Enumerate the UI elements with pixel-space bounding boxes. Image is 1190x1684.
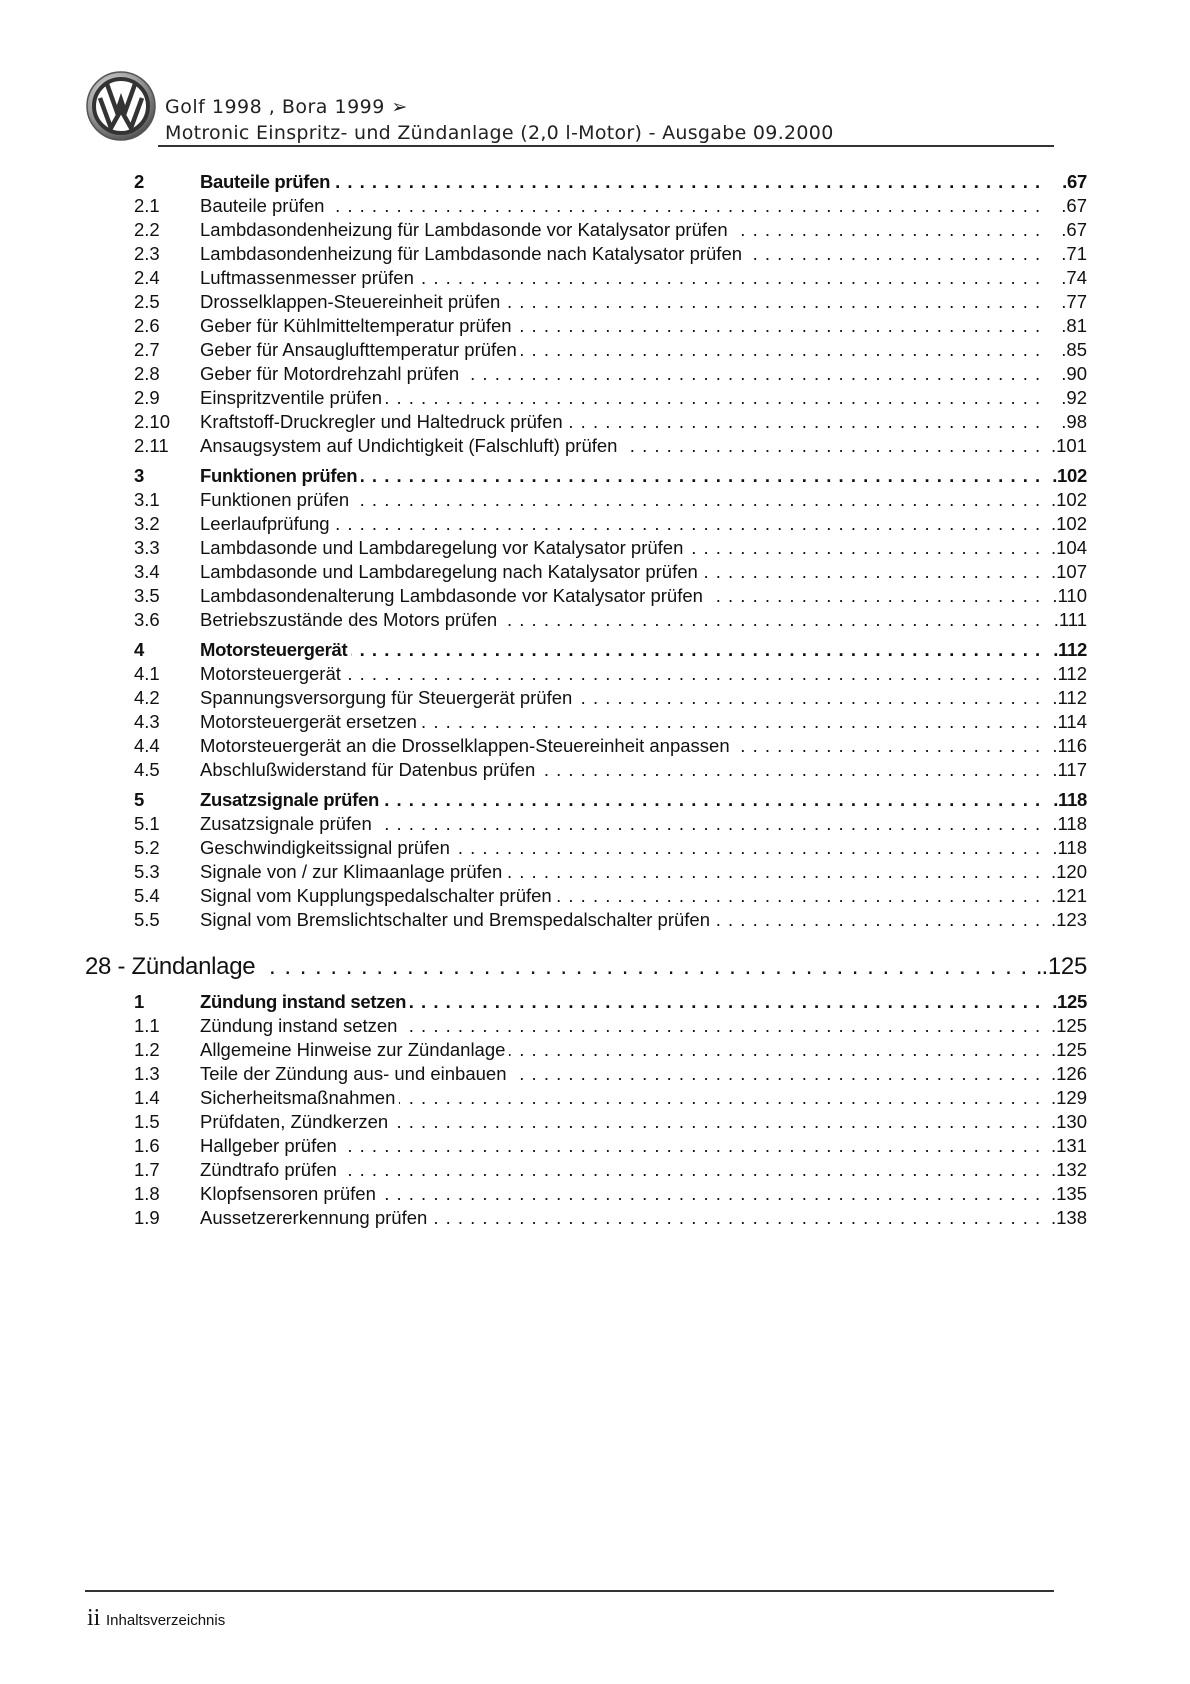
toc-entry-leader xyxy=(200,662,1045,686)
toc-section-entry[interactable] xyxy=(0,290,1190,314)
toc-entry-page: .67 xyxy=(1061,219,1087,240)
toc-entry-page: .107 xyxy=(1050,561,1087,582)
toc-entry-page: .112 xyxy=(1052,663,1087,684)
toc-entry-leader xyxy=(200,290,1045,314)
toc-entry-title: Motorsteuergerät xyxy=(200,663,345,684)
toc-entry-leader xyxy=(200,242,1045,266)
toc-entry-leader xyxy=(200,386,1045,410)
toc-section-entry[interactable] xyxy=(0,386,1190,410)
toc-entry-leader xyxy=(200,990,1045,1014)
toc-entry-number: 1.6 xyxy=(134,1135,160,1156)
toc-entry-leader xyxy=(200,194,1045,218)
toc-section-entry[interactable] xyxy=(0,338,1190,362)
toc-entry-title: Geber für Kühlmitteltemperatur prüfen xyxy=(200,315,516,336)
toc-entry-page: .126 xyxy=(1050,1063,1087,1084)
toc-section-entry[interactable] xyxy=(0,1014,1190,1038)
toc-chapter-entry[interactable] xyxy=(0,638,1190,662)
toc-entry-title: Prüfdaten, Zündkerzen xyxy=(200,1111,392,1132)
toc-group-heading[interactable] xyxy=(0,950,1190,984)
toc-section-entry[interactable] xyxy=(0,836,1190,860)
toc-entry-number: 4.3 xyxy=(134,711,160,732)
toc-entry-title: Signale von / zur Klimaanlage prüfen xyxy=(200,861,506,882)
toc-entry-page: .111 xyxy=(1053,609,1087,630)
toc-entry-title: Bauteile prüfen xyxy=(200,171,334,192)
toc-entry-leader xyxy=(200,584,1045,608)
toc-entry-number: 3.1 xyxy=(134,489,160,510)
toc-section-entry[interactable] xyxy=(0,860,1190,884)
toc-entry-number: 4 xyxy=(134,639,144,660)
toc-entry-page: .120 xyxy=(1050,861,1087,882)
toc-entry-leader xyxy=(200,1182,1045,1206)
toc-section-entry[interactable] xyxy=(0,1134,1190,1158)
toc-entry-number: 1.3 xyxy=(134,1063,160,1084)
toc-entry-title: Luftmassenmesser prüfen xyxy=(200,267,418,288)
toc-entry-page: .125 xyxy=(1050,1015,1087,1036)
toc-entry-page: .67 xyxy=(1062,171,1087,192)
toc-entry-page: .102 xyxy=(1052,465,1087,486)
toc-entry-page: .81 xyxy=(1061,315,1087,336)
toc-entry-title: Drosselklappen-Steuereinheit prüfen xyxy=(200,291,504,312)
toc-entry-page: .102 xyxy=(1050,489,1087,510)
toc-entry-number: 2.4 xyxy=(134,267,160,288)
toc-section-entry[interactable] xyxy=(0,314,1190,338)
toc-entry-leader xyxy=(200,758,1045,782)
toc-entry-title: Klopfsensoren prüfen xyxy=(200,1183,380,1204)
toc-entry-leader xyxy=(200,362,1045,386)
toc-entry-number: 4.4 xyxy=(134,735,160,756)
document-title: Golf 1998 , Bora 1999 ➢ xyxy=(165,96,408,118)
toc-entry-page: .118 xyxy=(1052,837,1087,858)
toc-entry-title: Ansaugsystem auf Undichtigkeit (Falschluft) prüfen xyxy=(200,435,621,456)
toc-entry-leader xyxy=(200,1158,1045,1182)
toc-section-entry[interactable] xyxy=(0,884,1190,908)
toc-entry-leader xyxy=(200,884,1045,908)
toc-entry-page: .71 xyxy=(1061,243,1087,264)
toc-entry-number: 2.3 xyxy=(134,243,160,264)
footer-page-number: ii xyxy=(87,1605,101,1631)
toc-entry-page: .74 xyxy=(1061,267,1087,288)
toc-entry-page: .104 xyxy=(1050,537,1087,558)
toc-entry-title: Geber für Ansauglufttemperatur prüfen xyxy=(200,339,521,360)
toc-entry-title: Teile der Zündung aus- und einbauen xyxy=(200,1063,511,1084)
toc-section-entry[interactable] xyxy=(0,1158,1190,1182)
toc-section-entry[interactable] xyxy=(0,362,1190,386)
toc-entry-number: 3 xyxy=(134,465,144,486)
toc-entry-title: Spannungsversorgung für Steuergerät prüfen xyxy=(200,687,576,708)
toc-entry-title: Signal vom Bremslichtschalter und Bremspedalschalter prüfen xyxy=(200,909,714,930)
toc-entry-page: .118 xyxy=(1053,789,1087,810)
toc-entry-title: Zündung instand setzen xyxy=(200,991,410,1012)
toc-entry-page: .132 xyxy=(1050,1159,1087,1180)
toc-entry-number: 1.8 xyxy=(134,1183,160,1204)
toc-entry-leader xyxy=(200,338,1045,362)
toc-entry-number: 5.1 xyxy=(134,813,160,834)
toc-entry-page: .112 xyxy=(1052,687,1087,708)
toc-entry-title: Motorsteuergerät xyxy=(200,639,351,660)
toc-section-entry[interactable] xyxy=(0,512,1190,536)
toc-entry-title: Funktionen prüfen xyxy=(200,489,353,510)
toc-entry-page: .118 xyxy=(1052,813,1087,834)
toc-entry-leader xyxy=(200,512,1045,536)
toc-entry-page: .130 xyxy=(1050,1111,1087,1132)
toc-entry-leader xyxy=(200,908,1045,932)
toc-entry-title: Zündtrafo prüfen xyxy=(200,1159,341,1180)
vw-logo-icon xyxy=(85,70,157,142)
toc-section-entry[interactable] xyxy=(0,266,1190,290)
toc-entry-page: .129 xyxy=(1050,1087,1087,1108)
toc-entry-number: 2 xyxy=(134,171,144,192)
toc-entry-title: Leerlaufprüfung xyxy=(200,513,334,534)
footer-divider xyxy=(85,1590,1054,1592)
toc-entry-title: Zündung instand setzen xyxy=(200,1015,401,1036)
toc-section-entry[interactable] xyxy=(0,488,1190,512)
toc-entry-number: 2.2 xyxy=(134,219,160,240)
toc-entry-number: 1.1 xyxy=(134,1015,160,1036)
toc-entry-leader xyxy=(200,860,1045,884)
toc-entry-leader xyxy=(200,638,1045,662)
toc-entry-page: .112 xyxy=(1053,639,1087,660)
toc-entry-leader xyxy=(200,560,1045,584)
toc-entry-number: 2.9 xyxy=(134,387,160,408)
toc-entry-title: Aussetzererkennung prüfen xyxy=(200,1207,431,1228)
toc-entry-number: 1.9 xyxy=(134,1207,160,1228)
toc-entry-number: 4.5 xyxy=(134,759,160,780)
toc-entry-page: .123 xyxy=(1050,909,1087,930)
toc-section-entry[interactable] xyxy=(0,1062,1190,1086)
toc-section-entry[interactable] xyxy=(0,560,1190,584)
toc-section-entry[interactable] xyxy=(0,1038,1190,1062)
toc-entry-leader xyxy=(200,608,1045,632)
toc-entry-title: Geschwindigkeitssignal prüfen xyxy=(200,837,454,858)
toc-entry-number: 2.8 xyxy=(134,363,160,384)
toc-entry-page: .125 xyxy=(1041,953,1087,980)
toc-entry-title: Zusatzsignale prüfen xyxy=(200,789,383,810)
toc-entry-title: Geber für Motordrehzahl prüfen xyxy=(200,363,463,384)
footer-section-label: Inhaltsverzeichnis xyxy=(106,1612,226,1629)
toc-entry-title: Motorsteuergerät an die Drosselklappen-Steuereinheit anpassen xyxy=(200,735,734,756)
toc-entry-number: 3.3 xyxy=(134,537,160,558)
toc-section-entry[interactable] xyxy=(0,908,1190,932)
toc-chapter-entry[interactable] xyxy=(0,788,1190,812)
toc-entry-number: 3.2 xyxy=(134,513,160,534)
toc-entry-number: 1.7 xyxy=(134,1159,160,1180)
toc-entry-page: .102 xyxy=(1050,513,1087,534)
toc-entry-page: .110 xyxy=(1052,585,1087,606)
toc-entry-title: 28 - Zündanlage xyxy=(85,953,259,980)
toc-entry-number: 4.2 xyxy=(134,687,160,708)
toc-entry-number: 5.5 xyxy=(134,909,160,930)
toc-section-entry[interactable] xyxy=(0,1182,1190,1206)
toc-entry-page: .67 xyxy=(1061,195,1087,216)
toc-entry-number: 1.4 xyxy=(134,1087,160,1108)
toc-section-entry[interactable] xyxy=(0,242,1190,266)
toc-entry-page: .114 xyxy=(1052,711,1087,732)
toc-entry-title: Sicherheitsmaßnahmen xyxy=(200,1087,399,1108)
toc-entry-leader xyxy=(200,266,1045,290)
toc-section-entry[interactable] xyxy=(0,758,1190,782)
toc-entry-leader xyxy=(200,1014,1045,1038)
toc-entry-page: .131 xyxy=(1050,1135,1087,1156)
toc-entry-number: 2.6 xyxy=(134,315,160,336)
toc-entry-leader xyxy=(200,1062,1045,1086)
toc-entry-page: .98 xyxy=(1061,411,1087,432)
toc-section-entry[interactable] xyxy=(0,734,1190,758)
toc-entry-page: .101 xyxy=(1050,435,1087,456)
toc-entry-title: Hallgeber prüfen xyxy=(200,1135,341,1156)
toc-section-entry[interactable] xyxy=(0,710,1190,734)
header-divider xyxy=(158,145,1054,147)
toc-entry-page: .90 xyxy=(1061,363,1087,384)
toc-entry-page: .138 xyxy=(1050,1207,1087,1228)
document-subtitle: Motronic Einspritz- und Zündanlage (2,0 l-Motor) - Ausgabe 09.2000 xyxy=(165,122,834,144)
toc-entry-number: 3.5 xyxy=(134,585,160,606)
toc-section-entry[interactable] xyxy=(0,1086,1190,1110)
toc-section-entry[interactable] xyxy=(0,662,1190,686)
toc-chapter-entry[interactable] xyxy=(0,170,1190,194)
toc-section-entry[interactable] xyxy=(0,218,1190,242)
toc-entry-title: Lambdasondenheizung für Lambdasonde nach Katalysator prüfen xyxy=(200,243,746,264)
toc-entry-leader xyxy=(200,170,1045,194)
toc-entry-leader xyxy=(200,488,1045,512)
toc-entry-title: Kraftstoff-Druckregler und Haltedruck prüfen xyxy=(200,411,567,432)
toc-entry-leader xyxy=(200,1038,1045,1062)
toc-entry-title: Allgemeine Hinweise zur Zündanlage xyxy=(200,1039,509,1060)
toc-entry-title: Bauteile prüfen xyxy=(200,195,328,216)
toc-section-entry[interactable] xyxy=(0,686,1190,710)
toc-entry-number: 3.6 xyxy=(134,609,160,630)
toc-entry-leader xyxy=(200,314,1045,338)
toc-section-entry[interactable] xyxy=(0,536,1190,560)
toc-entry-leader xyxy=(200,434,1045,458)
toc-entry-leader xyxy=(200,788,1045,812)
toc-entry-leader xyxy=(200,1110,1045,1134)
toc-entry-page: .125 xyxy=(1050,1039,1087,1060)
toc-entry-leader xyxy=(85,950,1045,984)
toc-entry-leader xyxy=(200,686,1045,710)
toc-entry-title: Betriebszustände des Motors prüfen xyxy=(200,609,501,630)
toc-entry-title: Abschlußwiderstand für Datenbus prüfen xyxy=(200,759,539,780)
toc-section-entry[interactable] xyxy=(0,812,1190,836)
toc-entry-leader xyxy=(200,836,1045,860)
toc-entry-leader xyxy=(200,1134,1045,1158)
toc-entry-leader xyxy=(200,464,1045,488)
toc-entry-leader xyxy=(200,812,1045,836)
toc-section-entry[interactable] xyxy=(0,608,1190,632)
toc-entry-number: 2.5 xyxy=(134,291,160,312)
toc-entry-number: 5 xyxy=(134,789,144,810)
toc-entry-page: .117 xyxy=(1052,759,1087,780)
toc-entry-leader xyxy=(200,710,1045,734)
toc-entry-title: Lambdasondenalterung Lambdasonde vor Katalysator prüfen xyxy=(200,585,707,606)
toc-entry-number: 4.1 xyxy=(134,663,160,684)
toc-entry-title: Lambdasonde und Lambdaregelung vor Katalysator prüfen xyxy=(200,537,687,558)
toc-entry-number: 1.5 xyxy=(134,1111,160,1132)
table-of-contents xyxy=(0,170,1190,1230)
toc-entry-title: Lambdasonde und Lambdaregelung nach Katalysator prüfen xyxy=(200,561,702,582)
toc-entry-leader xyxy=(200,536,1045,560)
toc-entry-page: .135 xyxy=(1050,1183,1087,1204)
toc-entry-number: 5.2 xyxy=(134,837,160,858)
toc-entry-number: 5.4 xyxy=(134,885,160,906)
toc-section-entry[interactable] xyxy=(0,1110,1190,1134)
toc-entry-number: 3.4 xyxy=(134,561,160,582)
toc-entry-title: Motorsteuergerät ersetzen xyxy=(200,711,421,732)
toc-entry-title: Zusatzsignale prüfen xyxy=(200,813,376,834)
toc-chapter-entry[interactable] xyxy=(0,990,1190,1014)
toc-entry-title: Einspritzventile prüfen xyxy=(200,387,386,408)
toc-entry-leader xyxy=(200,410,1045,434)
toc-section-entry[interactable] xyxy=(0,434,1190,458)
toc-chapter-entry[interactable] xyxy=(0,464,1190,488)
toc-entry-leader xyxy=(200,1206,1045,1230)
toc-section-entry[interactable] xyxy=(0,194,1190,218)
toc-entry-page: .85 xyxy=(1061,339,1087,360)
toc-entry-number: 2.1 xyxy=(134,195,160,216)
toc-entry-leader xyxy=(200,734,1045,758)
toc-entry-page: .121 xyxy=(1050,885,1087,906)
toc-entry-number: 1.2 xyxy=(134,1039,160,1060)
toc-entry-page: .77 xyxy=(1061,291,1087,312)
toc-entry-page: .92 xyxy=(1061,387,1087,408)
toc-entry-leader xyxy=(200,1086,1045,1110)
toc-entry-number: 1 xyxy=(134,991,144,1012)
toc-entry-leader xyxy=(200,218,1045,242)
toc-section-entry[interactable] xyxy=(0,584,1190,608)
toc-entry-title: Signal vom Kupplungspedalschalter prüfen xyxy=(200,885,556,906)
toc-entry-number: 2.10 xyxy=(134,411,171,432)
toc-entry-title: Lambdasondenheizung für Lambdasonde vor Katalysator prüfen xyxy=(200,219,732,240)
toc-section-entry[interactable] xyxy=(0,1206,1190,1230)
toc-entry-title: Funktionen prüfen xyxy=(200,465,361,486)
toc-section-entry[interactable] xyxy=(0,410,1190,434)
toc-entry-number: 5.3 xyxy=(134,861,160,882)
toc-entry-number: 2.7 xyxy=(134,339,160,360)
toc-entry-number: 2.11 xyxy=(134,435,169,456)
toc-entry-page: .116 xyxy=(1052,735,1087,756)
toc-entry-page: .125 xyxy=(1052,991,1087,1012)
